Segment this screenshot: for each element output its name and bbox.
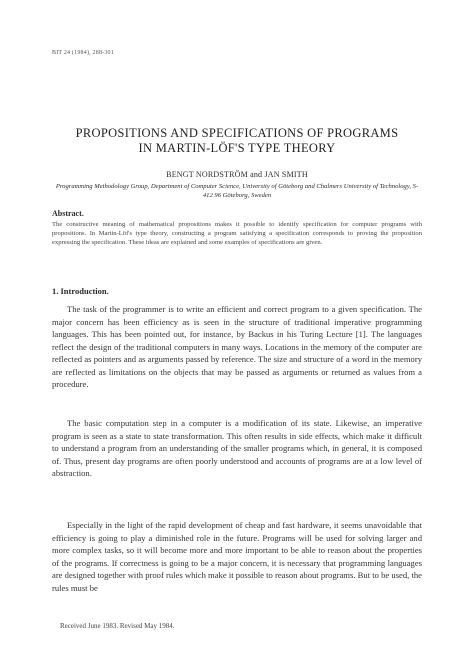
title-line-1: PROPOSITIONS AND SPECIFICATIONS OF PROGRAMS [75,126,399,140]
abstract-text: The constructive meaning of mathematical propositions makes it possible to identify specification for computer programs with propositions. In Martin-Löf's type theory, constructing a program satisfying a specification corresponds to proving the proposition expressing the specification. These ideas are explained and some examples of specifications are given. [52,221,422,246]
affiliation: Programming Methodology Group, Department of Computer Science, University of Göteborg and Chalmers University of Technology, S-412 96 Göteborg, Sweden [55,183,419,199]
paragraph: Especially in the light of the rapid development of cheap and fast hardware, it seems unavoidable that efficiency is going to play a diminished role in the future. Programs will be used for solving larger and more complex tasks, so it will become more and more important to be able to reason about the properties of the programs. If correctness is going to be a major concern, it is necessary that programming languages are designed together with proof rules which make it possible to reason about programs. But to be used, the rules must be [52,520,422,593]
title-line-2: IN MARTIN-LÖF'S TYPE THEORY [138,141,336,155]
paragraph: The task of the programmer is to write an efficient and correct program to a given specification. The major concern has been efficiency as is seen in the structure of traditional imperative programming languages. This has been pointed out, for instance, by Backus in his Turing Lecture [1]. The languages reflect the design of the traditional computers in many ways. Locations in the memory of the computer are reflected as pointers and as arguments passed by reference. The size and structure of a word in the memory are reflected as limitations on the objects that may be passed as arguments or returned as values from a procedure. [52,304,422,389]
authors: BENGT NORDSTRÖM and JAN SMITH [166,170,308,179]
paragraph: The basic computation step in a computer is a modification of its state. Likewise, an imperative program is seen as a state to state transformation. This often results in side effects, which make it difficult to understand a program from an understanding of the smaller programs which, in general, it is composed of. Thus, present day programs are often poorly understood and accounts of programs are at a low level of abstraction. [52,418,422,478]
received-footnote: Received June 1983. Revised May 1984. [60,622,175,630]
abstract-heading: Abstract. [52,209,84,218]
paper-title [40,126,434,156]
journal-reference: BIT 24 (1984), 288-301 [52,50,114,56]
section-heading: 1. Introduction. [52,286,109,296]
